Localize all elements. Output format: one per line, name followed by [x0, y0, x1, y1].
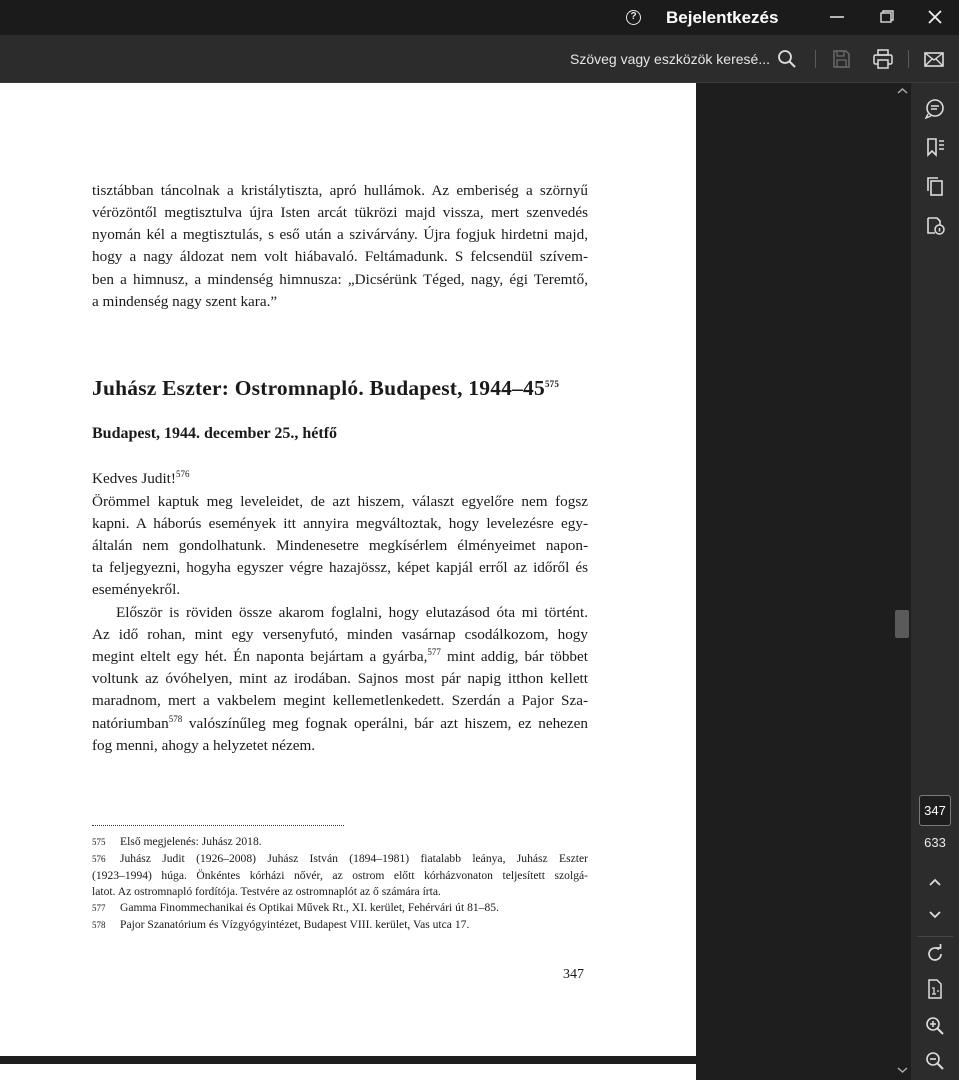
- body-text-line: ben a himnusz, a mindenség himnusza: „Dicsérünk Téged, nagy, égi Teremtő,: [92, 271, 588, 288]
- document-viewer[interactable]: [0, 83, 697, 1080]
- heading-text: Juhász Eszter: Ostromnapló. Budapest, 1944–45: [92, 376, 545, 400]
- body-text-line: vérözöntől megtisztulva újra Isten arcát tükrözi majd vissza, mert szenvedés: [92, 204, 588, 221]
- minimize-icon[interactable]: [825, 6, 849, 28]
- next-pdf-page: [0, 1064, 696, 1080]
- toolbar-separator: [815, 50, 816, 68]
- body-text-line: [92, 647, 588, 667]
- footnote-text: Juhász Judit (1926–2008) Juhász István (1894–1981) fiatalabb leánya, Juhász Eszter: [120, 852, 588, 865]
- body-text-line: eseményekről.: [92, 581, 181, 598]
- title-bar: [0, 0, 959, 35]
- body-text-line: maradnom, mert a vakbelem megint kellemetlenkedett. Szerdán a Pajor Sza-: [92, 692, 588, 709]
- body-text-line: voltunk az óvóhelyen, mint az irodában. Sajnos most pár napig itthon kellett: [92, 670, 588, 687]
- mail-icon[interactable]: [923, 48, 945, 70]
- chevron-down-icon[interactable]: [924, 904, 946, 926]
- footnote-number: 578: [92, 920, 106, 930]
- page-fit-icon[interactable]: [924, 978, 946, 1000]
- body-text-line: fog menni, ahogy a helyzetet nézem.: [92, 737, 316, 754]
- close-icon[interactable]: [923, 6, 947, 28]
- date-subheading: Budapest, 1944. december 25., hétfő: [92, 425, 338, 442]
- text-segment: megint eltelt egy hét. Én naponta bejártam a gyárba,: [92, 648, 428, 665]
- body-text-line: [92, 714, 588, 734]
- right-tools-panel: [911, 83, 959, 1080]
- text-segment: natóriumban: [92, 715, 169, 732]
- footnote-ref[interactable]: 578: [168, 713, 183, 724]
- text-segment: valószínűleg meg fognak operálni, bár azt hiszem, ez nehezen: [182, 715, 588, 732]
- footnote-text: Pajor Szanatórium és Vízgyógyintézet, Budapest VIII. kerület, Vas utca 17.: [120, 918, 470, 931]
- text-segment: mint addig, bár többet: [440, 648, 588, 665]
- total-pages: 633: [924, 835, 946, 850]
- save-icon[interactable]: [830, 48, 852, 70]
- footnote-ref[interactable]: 577: [427, 646, 441, 657]
- toolbar-separator: [908, 50, 909, 68]
- panel-separator: [917, 936, 953, 937]
- pdf-page: [0, 83, 696, 1056]
- sign-in-button[interactable]: Bejelentkezés: [666, 8, 779, 27]
- zoom-out-icon[interactable]: [924, 1050, 946, 1072]
- refresh-icon[interactable]: [924, 943, 946, 965]
- pages-icon[interactable]: [924, 175, 946, 197]
- footnote-text: Első megjelenés: Juhász 2018.: [120, 835, 262, 848]
- vertical-scrollbar[interactable]: [894, 83, 911, 1080]
- footnote-number: 577: [92, 903, 106, 913]
- footnote-divider: [92, 825, 344, 826]
- search-icon[interactable]: [776, 48, 798, 70]
- body-text-line: a mindenség nagy szent kara.”: [92, 293, 278, 310]
- footnote-text: Gamma Finommechanikai és Optikai Művek Rt., XI. kerület, Fehérvári út 81–85.: [120, 901, 499, 914]
- footnote-text: (1923–1994) húga. Önkéntes kórházi nővér, az ostrom előtt kórházvonaton teljesített szolgá-: [92, 869, 588, 882]
- section-heading: [92, 376, 559, 401]
- restore-icon[interactable]: [874, 6, 898, 28]
- print-icon[interactable]: [872, 48, 894, 70]
- footnote-ref[interactable]: 575: [544, 378, 560, 389]
- scrollbar-thumb[interactable]: [895, 610, 909, 638]
- protect-icon[interactable]: [924, 214, 946, 236]
- body-text-line: ta feljegyezni, hogyha egyszer végre hazajössz, képet kapjál erről az időről és: [92, 559, 588, 576]
- scroll-up-icon[interactable]: [897, 87, 908, 95]
- body-text-line: Örömmel kaptuk meg leveleidet, de azt hiszem, választ egyelőre nem fogsz: [92, 493, 588, 510]
- footnote-number: 575: [92, 837, 106, 847]
- salutation-text: Kedves Judit!: [92, 470, 176, 487]
- help-icon[interactable]: ?: [626, 10, 641, 25]
- toolbar: [0, 35, 959, 83]
- body-text-line: kapni. A háborús események itt annyira megváltoztak, hogy levelezésre egy-: [92, 515, 588, 532]
- body-text-line: Először is röviden össze akarom foglalni, hogy elutazásod óta mi történt.: [116, 604, 588, 621]
- salutation: [92, 469, 588, 489]
- body-text-line: Az idő rohan, mint egy versenyfutó, minden vasárnap csodálkozom, hogy: [92, 626, 588, 643]
- comment-icon[interactable]: [924, 97, 946, 119]
- search-field[interactable]: Szöveg vagy eszközök keresé...: [570, 51, 770, 67]
- chevron-up-icon[interactable]: [924, 871, 946, 893]
- body-text-line: nyomán kél a megtisztulás, s eső után a szivárvány. Újra fogjuk hirdetni majd,: [92, 226, 588, 243]
- bookmark-icon[interactable]: [924, 136, 946, 158]
- body-text-line: tisztábban táncolnak a kristálytiszta, apró hullámok. Az emberiség a szörnyű: [92, 182, 588, 199]
- current-page-input[interactable]: 347: [919, 795, 951, 826]
- scroll-down-icon[interactable]: [897, 1066, 908, 1074]
- footnote-number: 576: [92, 854, 106, 864]
- zoom-in-icon[interactable]: [924, 1015, 946, 1037]
- body-text-line: hogy a nagy áldozat nem volt hiábavaló. Feltámadunk. S felcsendül szívem-: [92, 248, 588, 265]
- footnote-ref[interactable]: 576: [175, 468, 190, 479]
- body-text-line: általán nem gondolhatunk. Mindenesetre megkísérlem élményeimet napon-: [92, 537, 588, 554]
- page-number: 347: [563, 967, 584, 982]
- footnote-text: latot. Az ostromnapló fordítója. Testvére az ostromnaplót az ő számára írta.: [92, 885, 441, 898]
